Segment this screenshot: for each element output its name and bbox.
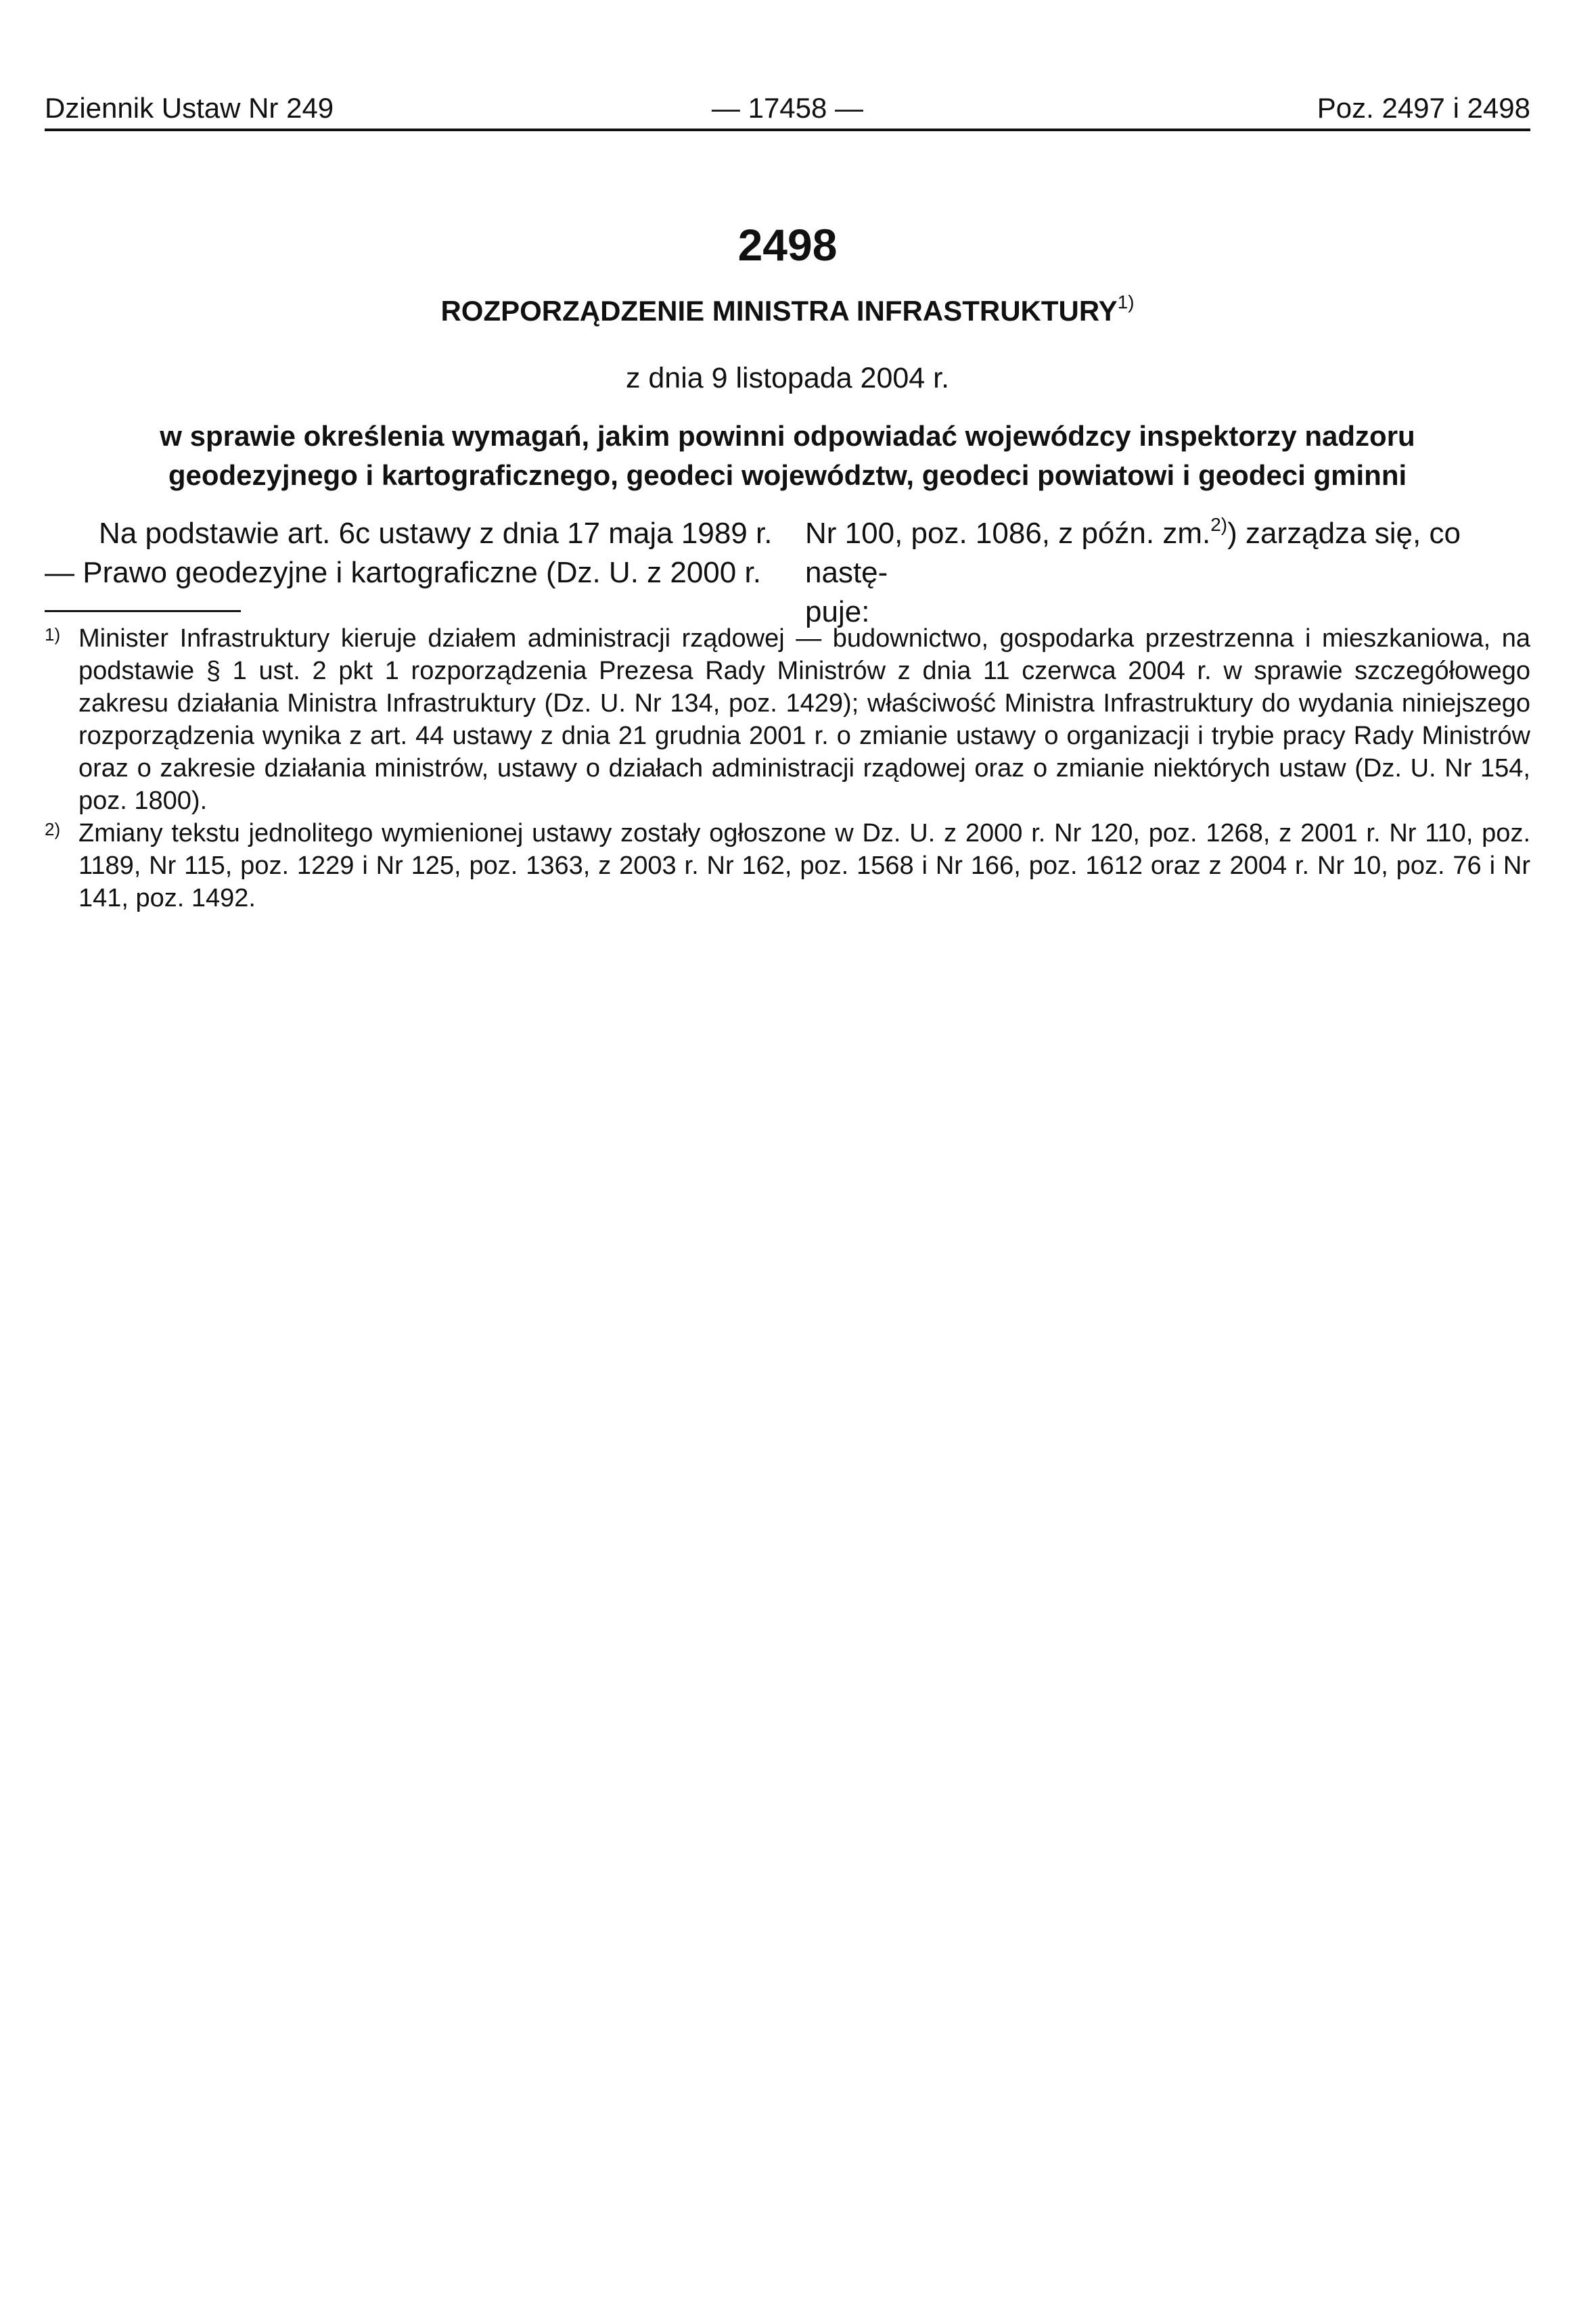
footnote-1-text: Minister Infrastruktury kieruje działem administracji rządowej — budownictwo, gospodarka przestrzenna i mieszkaniowa, na podstawie § 1 ust. 2 pkt 1 rozporządzenia Prezesa Rady Ministrów z dnia 11 czerwca 2004 r. w sprawie szczegółowego zakresu działania Ministra Infrastruktury (Dz. U. Nr 134, poz. 1429); właściwość Ministra Infrastruktury do wydania niniejszego rozporządzenia wynika z art. 44 ustawy z dnia 21 grudnia 2001 r. o zmianie ustawy o organizacji i trybie pracy Rady Ministrów oraz o zakresie działania ministrów, ustawy o działach administracji rządowej oraz o zmianie niektórych ustaw (Dz. U. Nr 154, poz. 1800). xyxy=(78,624,1530,815)
footnote-1-mark: 1) xyxy=(45,624,61,645)
footnotes-section xyxy=(45,622,1530,914)
body-line-4: puje: xyxy=(805,595,870,628)
position-reference: Poz. 2497 i 2498 xyxy=(1317,92,1530,124)
body-column-left xyxy=(45,514,782,592)
body-line-3-continuation: ) zarządza się, co nastę- xyxy=(805,517,1461,589)
body-line-1: Na podstawie art. 6c ustawy z dnia 17 maja 1989 r. xyxy=(99,517,773,550)
act-subject: w sprawie określenia wymagań, jakim powinni odpowiadać wojewódzcy inspektorzy nadzoru geodezyjnego i kartograficznego, geodeci województw, geodeci powiatowi i geodeci gminni xyxy=(160,420,1415,491)
body-column-right xyxy=(805,514,1530,632)
body-line-2: — Prawo geodezyjne i kartograficzne (Dz. U. z 2000 r. xyxy=(45,556,761,589)
footnote-2 xyxy=(45,817,1530,914)
act-type-heading xyxy=(0,292,1575,330)
act-number: 2498 xyxy=(737,220,838,270)
act-type-text: ROZPORZĄDZENIE MINISTRA INFRASTRUKTURY xyxy=(440,295,1118,327)
footnote-1 xyxy=(45,622,1530,817)
body-line-3-text: Nr 100, poz. 1086, z późn. zm. xyxy=(805,517,1211,550)
header-divider xyxy=(45,129,1530,131)
footnote-2-text: Zmiany tekstu jednolitego wymienionej ustawy zostały ogłoszone w Dz. U. z 2000 r. Nr 120, poz. 1268, z 2001 r. Nr 110, poz. 1189, Nr 115, poz. 1229 i Nr 125, poz. 1363, z 2003 r. Nr 162, poz. 1568 i Nr 166, poz. 1612 oraz z 2004 r. Nr 10, poz. 76 i Nr 141, poz. 1492. xyxy=(78,819,1530,912)
body-line-3 xyxy=(805,514,1530,592)
act-date: z dnia 9 listopada 2004 r. xyxy=(625,362,950,394)
footnote-reference-2: 2) xyxy=(1210,514,1228,535)
journal-title: Dziennik Ustaw Nr 249 xyxy=(45,92,334,124)
running-header xyxy=(45,87,1530,130)
footnote-2-mark: 2) xyxy=(45,819,61,839)
page-number: — 17458 — xyxy=(711,92,864,124)
footnote-reference-1: 1) xyxy=(1117,292,1135,312)
footnote-divider xyxy=(45,610,241,612)
